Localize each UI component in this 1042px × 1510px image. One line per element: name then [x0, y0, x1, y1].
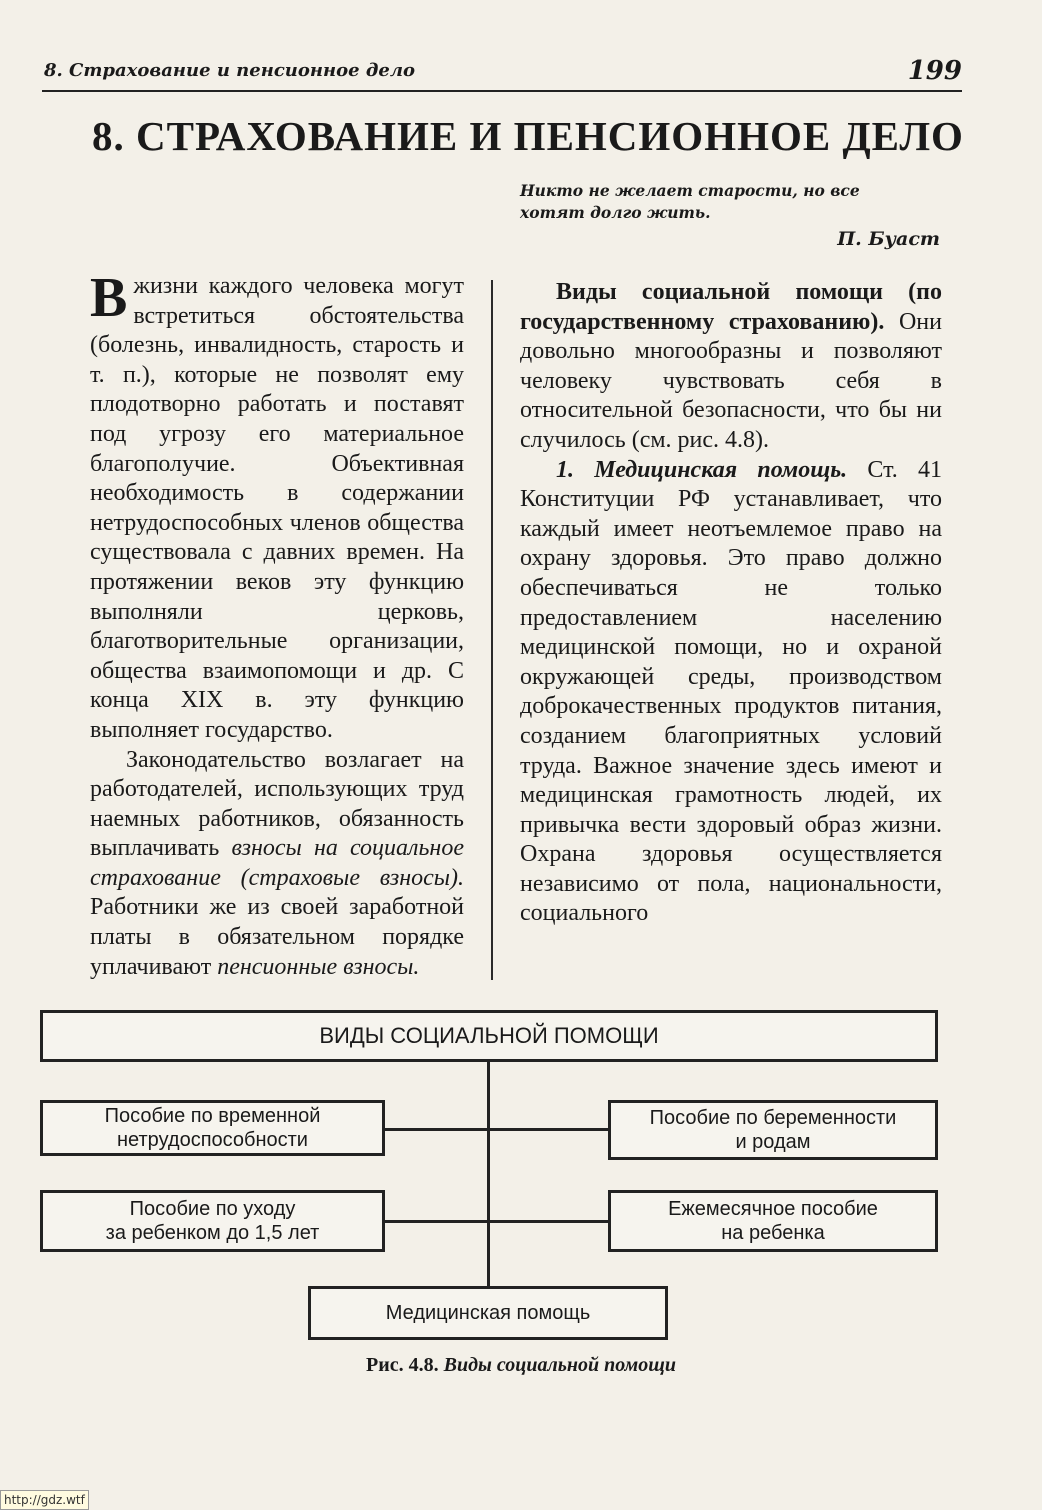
- box-maternity-line-1: Пособие по беременности: [649, 1107, 897, 1129]
- chapter-title: 8. СТРАХОВАНИЕ И ПЕНСИОННОЕ ДЕЛО: [92, 113, 964, 159]
- box-childcare-line-2: за ребенком до 1,5 лет: [105, 1222, 320, 1244]
- connector-left-2: [385, 1220, 487, 1223]
- box-medical-help-label: Медицинская помощь: [385, 1302, 591, 1324]
- drop-cap: В: [90, 267, 128, 329]
- box-monthly-child-allowance-line-1: Ежемесячное пособие: [668, 1198, 878, 1220]
- left-paragraph-1-text: жизни каждого человека могут встретиться обстоятельства (болезнь, инвалидность, старость и т. п.), которые не позволят ему плодотворно работать и поставят под угрозу его материальное благополучие. Объективная необходимость в содержании нетрудоспособных членов общества существовала с давних времен. На протяжении веков эту функцию выполняли церковь, благотворительные организации, общества взаимопомощи и др. С конца XIX в. эту функцию выполняет государство.: [90, 273, 464, 743]
- epigraph-author: П. Буаст: [837, 228, 940, 250]
- epigraph-line-2: хотят долго жить.: [520, 203, 711, 222]
- connector-left-1: [385, 1128, 487, 1131]
- box-temporary-disability-line-2: нетрудоспособности: [117, 1129, 308, 1151]
- box-medical-help: [308, 1286, 668, 1340]
- watermark-link[interactable]: http://gdz.wtf: [0, 1490, 89, 1510]
- box-monthly-child-allowance-line-2: на ребенка: [721, 1222, 825, 1244]
- box-childcare-line-1: Пособие по уходу: [129, 1198, 296, 1220]
- term-pension-contributions: пенсионные взносы.: [217, 953, 420, 980]
- connector-right-1: [490, 1128, 608, 1131]
- figure-caption-text: Виды социальной помощи: [443, 1354, 676, 1376]
- diagram-root-box: [40, 1010, 938, 1062]
- figure-caption-label: Рис. 4.8.: [366, 1354, 444, 1376]
- left-paragraph-2-text-a: Законодательство возлагает на работодателей, использующих труд наемных работников, обязанность выплачивать: [90, 746, 464, 862]
- subheading-medical-help: 1. Медицинская помощь.: [556, 456, 848, 483]
- left-paragraph-2-text-b: Работники же из своей заработной платы в обязательном порядке уплачивают: [90, 894, 464, 980]
- right-paragraph-1-text: Они довольно многообразны и позволяют человеку чувствовать себя в относительной безопасности, что бы ни случилось (см. рис. 4.8).: [520, 308, 942, 453]
- box-temporary-disability-line-1: Пособие по временной: [104, 1105, 321, 1127]
- box-temporary-disability: [40, 1100, 385, 1156]
- connector-right-2: [490, 1220, 608, 1223]
- page-number: 199: [907, 56, 962, 86]
- term-social-insurance: взносы на социальное страхование (страховые взносы).: [90, 835, 464, 891]
- right-paragraph-2-text: Ст. 41 Конституции РФ устанавливает, что каждый имеет неотъемлемое право на охрану здоровья. Это право должно обеспечиваться не только предоставлением населению медицинской помощи, но и охраной окружающей среды, производством доброкачественных продуктов питания, созданием благоприятных условий труда. Важное значение здесь имеют и медицинская грамотность людей, их привычка вести здоровый образ жизни. Охрана здоровья осуществляется независимо от пола, национальности, социального: [520, 456, 942, 927]
- box-monthly-child-allowance: [608, 1190, 938, 1252]
- diagram-root-label: ВИДЫ СОЦИАЛЬНОЙ ПОМОЩИ: [319, 1023, 659, 1048]
- epigraph-line-1: Никто не желает старости, но все: [520, 181, 860, 200]
- figure-caption: [0, 1354, 1042, 1377]
- box-childcare: [40, 1190, 385, 1252]
- section-heading-social-help: Виды социальной помощи (по государственному страхованию).: [520, 279, 942, 335]
- connector-trunk: [487, 1062, 490, 1288]
- box-maternity: [608, 1100, 938, 1160]
- running-header-section: 8. Страхование и пенсионное дело: [44, 60, 416, 81]
- box-maternity-line-2: и родам: [735, 1131, 811, 1153]
